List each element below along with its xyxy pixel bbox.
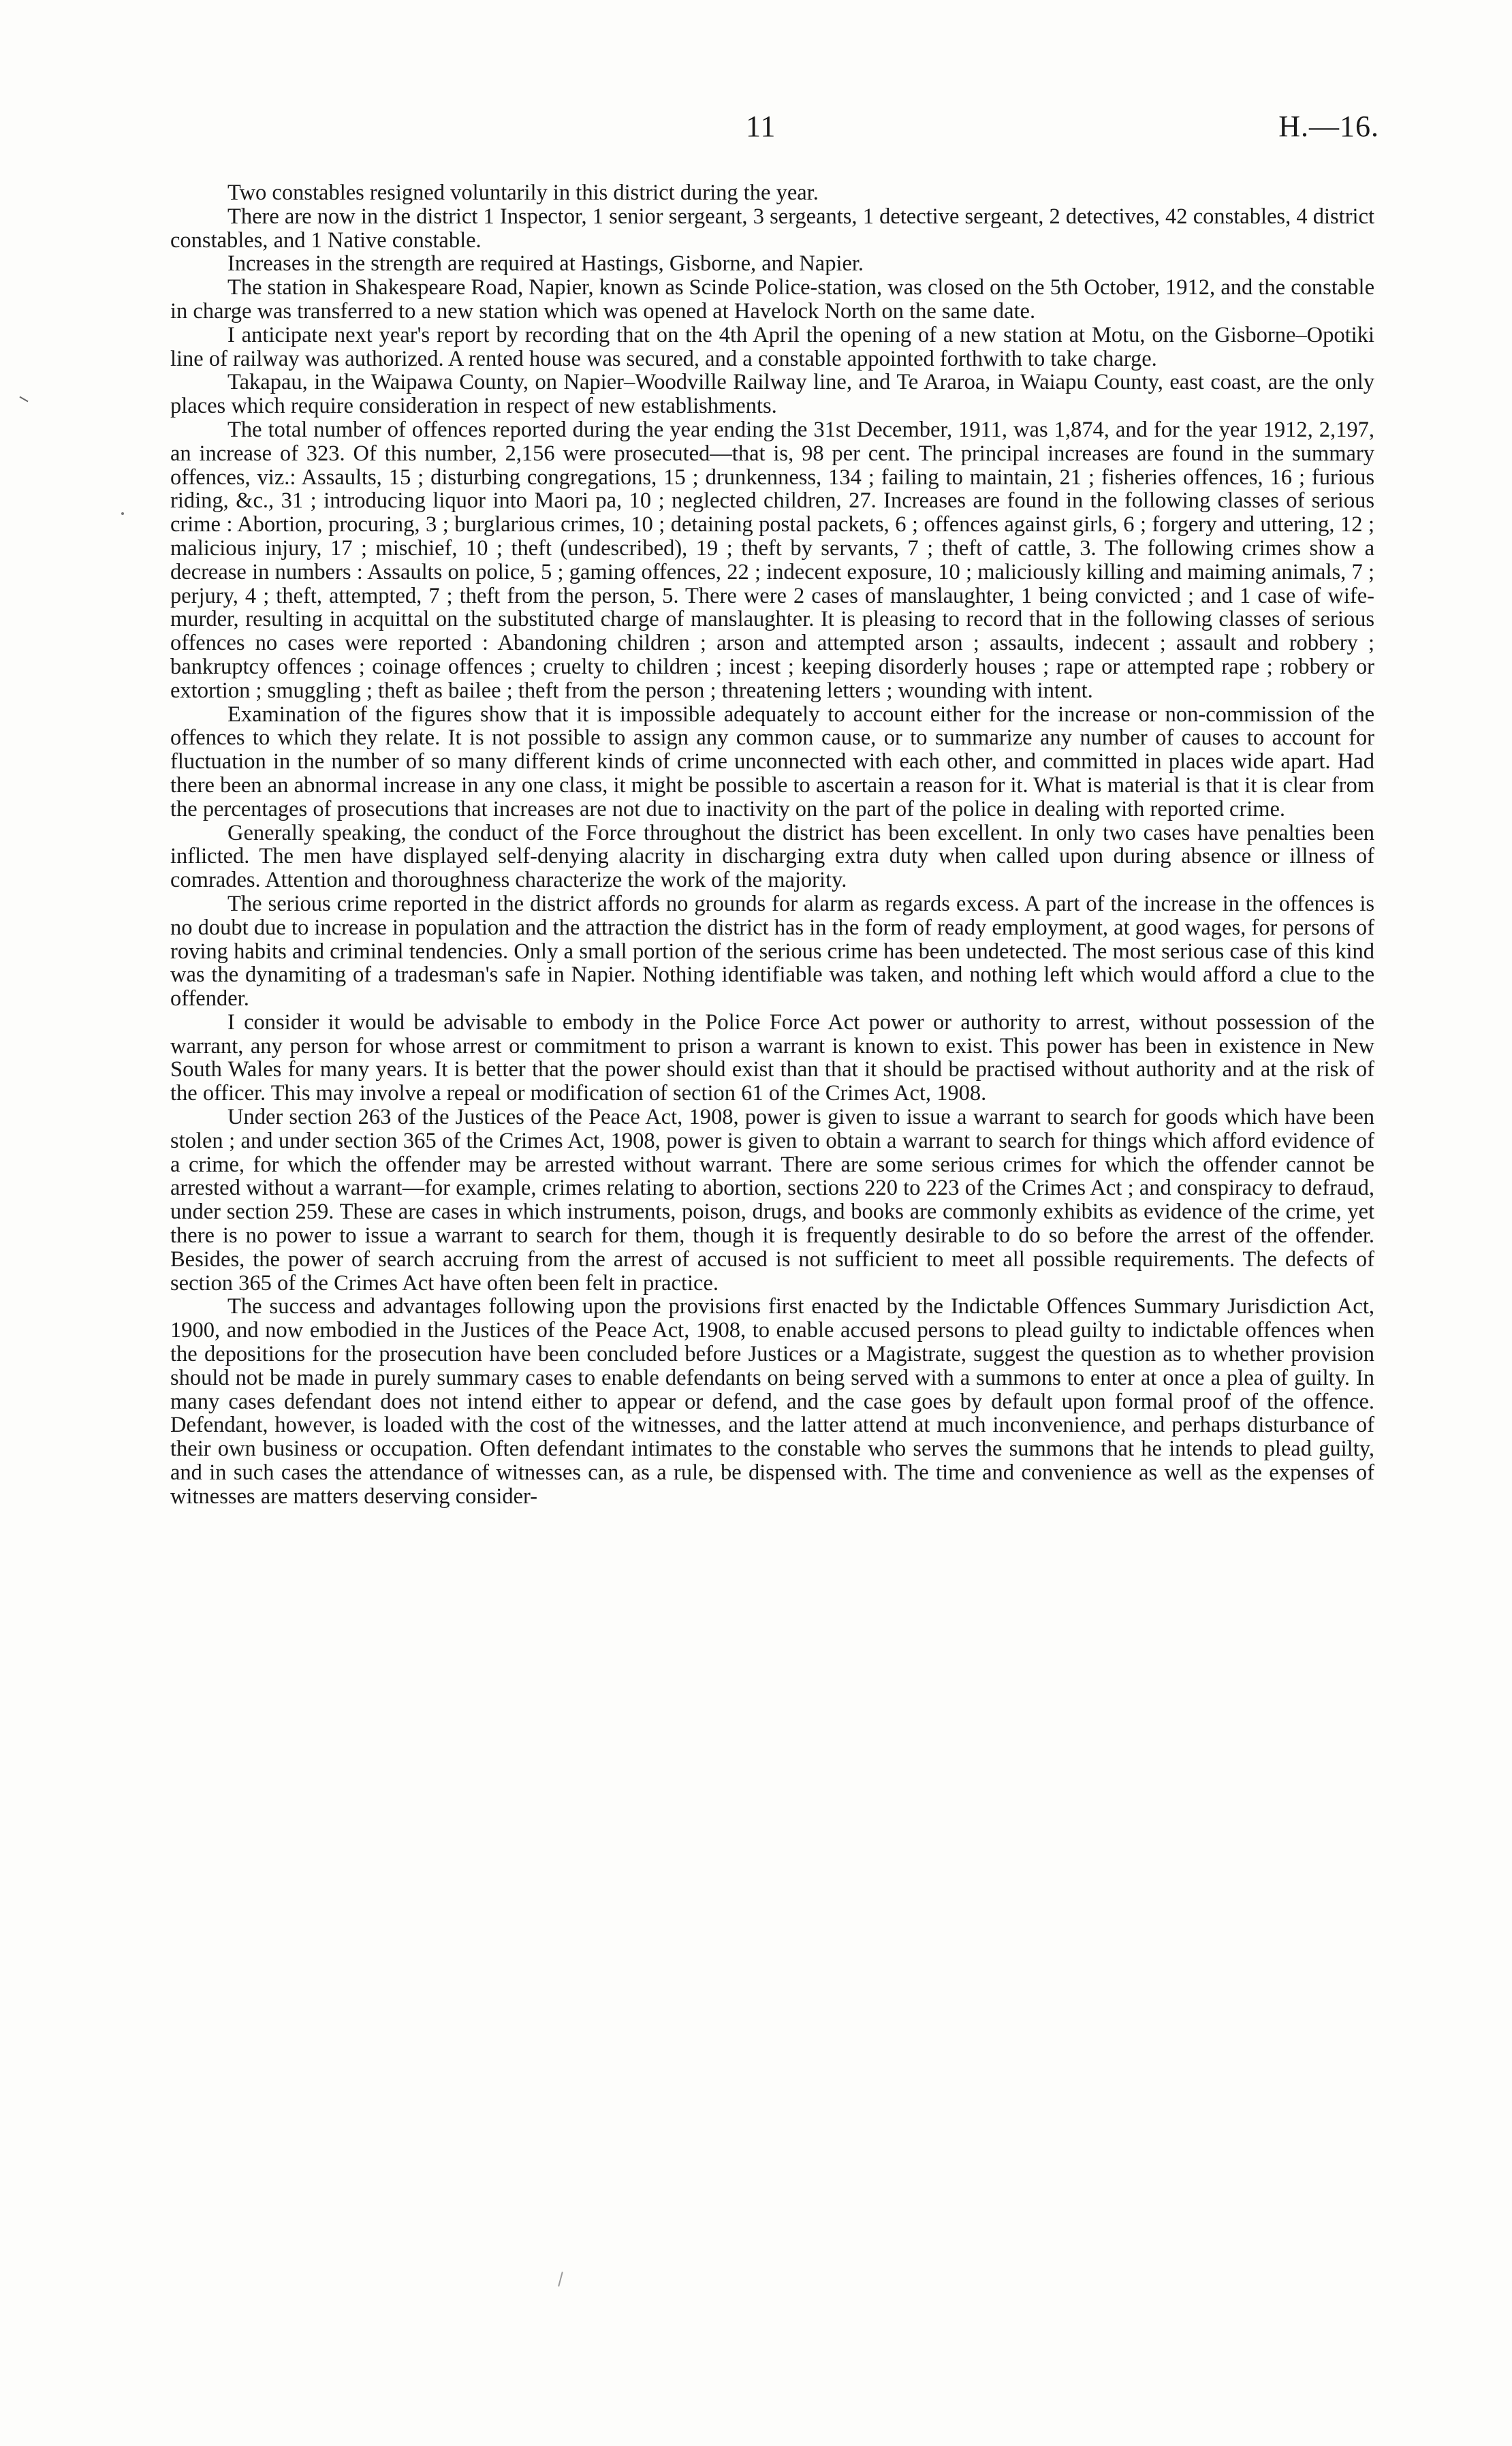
paragraph-force-conduct: Generally speaking, the conduct of the Force throughout the district has been excellent. In only two cases have penalties been inflicted. The men have displayed self-denying alacrity in discharging extra duty when called upon during absence or illness of comrades. Attention and thoroughness characterize the work of the majority. [170, 820, 1374, 893]
paragraph-motu-station: I anticipate next year's report by recording that on the 4th April the opening of a new station at Motu, on the Gisborne–Opotiki line of railway was authorized. A rented house was secured, and a constable appointed forthwith to take charge. [170, 322, 1374, 371]
paragraph-figures-examination: Examination of the figures show that it is impossible adequately to account either for the increase or non-commission of the offences to which they relate. It is not possible to assign any common cause, or to summarize any number of causes to account for fluctuation in the number of so many different kinds of crime unconnected with each other, and committed in places wide apart. Had there been an abnormal increase in any one class, it might be possible to ascertain a reason for it. What is material is that it is clear from the percentages of prosecutions that increases are not due to inactivity on the part of the police in dealing with reported crime. [170, 702, 1374, 821]
page-tick-mark [558, 2272, 563, 2287]
paragraph-offence-statistics: The total number of offences reported during the year ending the 31st December, 1911, was 1,874, and for the year 1912, 2,197, an increase of 323. Of this number, 2,156 were prosecuted—that is, 98 per cent. The principal increases are found in the summary offences, viz.: Assaults, 15 ; disturbing congregations, 15 ; drunkenness, 134 ; failing to maintain, 21 ; fisheries offences, 16 ; furious riding, &c., 31 ; introducing liquor into Maori pa, 10 ; neglected children, 27. Increases are found in the following classes of serious crime : Abortion, procuring, 3 ; burglarious crimes, 10 ; detaining postal packets, 6 ; offences against girls, 6 ; forgery and uttering, 12 ; malicious injury, 17 ; mischief, 10 ; theft (undescribed), 19 ; theft by servants, 7 ; theft of cattle, 3. The following crimes show a decrease in numbers : Assaults on police, 5 ; gaming offences, 22 ; indecent exposure, 10 ; maliciously killing and maiming animals, 7 ; perjury, 4 ; theft, attempted, 7 ; theft from the person, 5. There were 2 cases of manslaughter, 1 being convicted ; and 1 case of wife-murder, resulting in acquittal on the substituted charge of manslaughter. It is pleasing to record that in the following classes of serious offences no cases were reported : Abandoning children ; arson and attempted arson ; assaults, indecent ; assault and robbery ; bankruptcy offences ; coinage offences ; cruelty to children ; incest ; keeping disorderly houses ; rape or attempted rape ; robbery or extortion ; smuggling ; theft as bailee ; theft from the person ; threatening letters ; wounding with intent. [170, 417, 1374, 703]
margin-mark [19, 396, 28, 403]
paragraph-serious-crime: The serious crime reported in the district affords no grounds for alarm as regards excess. A part of the increase in the offences is no doubt due to increase in population and the attraction the district has in the form of ready employment, at good wages, for persons of roving habits and criminal tendencies. Only a small portion of the serious crime has been undetected. The most serious case of this kind was the dynamiting of a tradesman's safe in Napier. Nothing identifiable was taken, and nothing left which would afford a clue to the offender. [170, 891, 1374, 1012]
paragraph-resignations: Two constables resigned voluntarily in this district during the year. [227, 181, 819, 205]
margin-dot [121, 512, 124, 515]
paragraph-arrest-power: I consider it would be advisable to embody in the Police Force Act power or authority to arrest, without possession of the warrant, any person for whose arrest or commitment to prison a warrant is known to exist. This power has been in existence in New South Wales for many years. It is better that the power should exist than that it should be practised without authority and at the risk of the officer. This may involve a repeal or modification of section 61 of the Crimes Act, 1908. [170, 1009, 1374, 1106]
document-reference: H.—16. [1278, 110, 1379, 143]
paragraph-new-establishments: Takapau, in the Waipawa County, on Napier–Woodville Railway line, and Te Araroa, in Waiapu County, east coast, are the only places which require consideration in respect of new establishments. [170, 370, 1374, 419]
page-number: 11 [746, 110, 776, 143]
paragraph-district-strength: There are now in the district 1 Inspector, 1 senior sergeant, 3 sergeants, 1 detective sergeant, 2 detectives, 42 constables, 4 district constables, and 1 Native constable. [170, 204, 1374, 253]
paragraph-strength-increases: Increases in the strength are required at Hastings, Gisborne, and Napier. [227, 251, 864, 277]
report-body [170, 181, 1374, 1509]
paragraph-scinde-station: The station in Shakespeare Road, Napier, known as Scinde Police-station, was closed on the 5th October, 1912, and the constable in charge was transferred to a new station which was opened at Havelock North on the same date. [170, 275, 1374, 324]
page-header [0, 109, 1512, 150]
paragraph-guilty-pleas: The success and advantages following upon the provisions first enacted by the Indictable Offences Summary Jurisdiction Act, 1900, and now embodied in the Justices of the Peace Act, 1908, to enable accused persons to plead guilty to indictable offences when the depositions for the prosecution have been concluded before Justices or a Magistrate, suggest the question as to whether provision should not be made in purely summary cases to enable defendants on being served with a summons to enter at once a plea of guilty. In many cases defendant does not intend either to appear or defend, and the case goes by default upon formal proof of the offence. Defendant, however, is loaded with the cost of the witnesses, and the latter attend at much inconvenience, and perhaps disturbance of their own business or occupation. Often defendant intimates to the constable who serves the summons that he intends to plead guilty, and in such cases the attendance of witnesses can, as a rule, be dispensed with. The time and convenience as well as the expenses of witnesses are matters deserving consider- [170, 1294, 1374, 1509]
paragraph-search-warrants: Under section 263 of the Justices of the Peace Act, 1908, power is given to issue a warrant to search for goods which have been stolen ; and under section 365 of the Crimes Act, 1908, power is given to obtain a warrant to search for things which afford evidence of a crime, for which the offender may be arrested without warrant. There are some serious crimes for which the offender cannot be arrested without a warrant—for example, crimes relating to abortion, sections 220 to 223 of the Crimes Act ; and conspiracy to defraud, under section 259. These are cases in which instruments, poison, drugs, and books are commonly exhibits as evidence of the crime, yet there is no power to issue a warrant to search for them, though it is frequently desirable to do so before the arrest of the offender. Besides, the power of search accruing from the arrest of accused is not sufficient to meet all possible requirements. The defects of section 365 of the Crimes Act have often been felt in practice. [170, 1105, 1374, 1296]
